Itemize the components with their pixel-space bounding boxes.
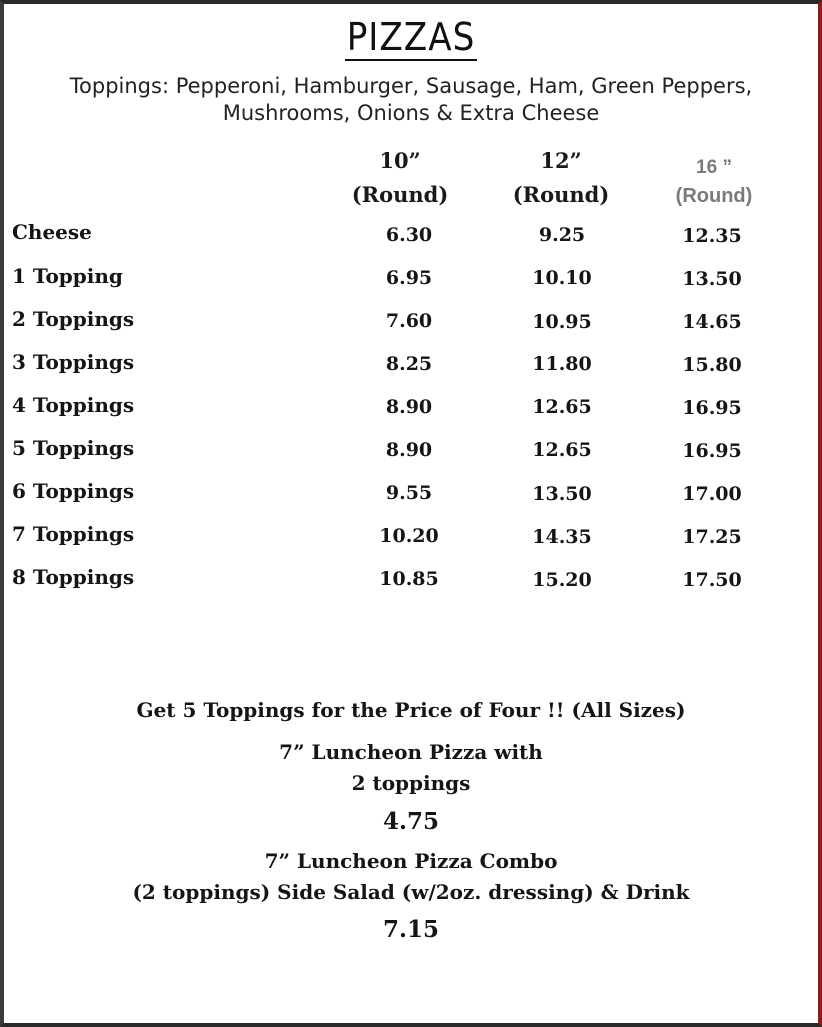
- row-label: 1 Topping: [12, 264, 123, 288]
- column-header-12-inch: [491, 144, 631, 212]
- price-10-inch: 7.60: [385, 310, 433, 332]
- price-10-inch: 6.95: [385, 267, 433, 289]
- price-10-inch: 6.30: [385, 224, 433, 246]
- price-12-inch: 10.95: [532, 311, 592, 333]
- row-label: 3 Toppings: [12, 350, 135, 374]
- price-10-inch: 8.90: [385, 439, 433, 461]
- price-16-inch: 16.95: [682, 397, 742, 419]
- price-12-inch: 12.65: [532, 439, 592, 461]
- price-12-inch: 14.35: [532, 526, 592, 548]
- luncheon-line-2: 2 toppings: [351, 771, 471, 795]
- price-12-inch: 9.25: [538, 224, 586, 246]
- price-10-inch: 10.85: [379, 568, 439, 590]
- menu-title: PIZZAS: [346, 15, 476, 59]
- row-label: 8 Toppings: [12, 565, 135, 589]
- price-10-inch: 8.25: [385, 353, 433, 375]
- toppings-list-line-2: Mushrooms, Onions & Extra Cheese: [222, 101, 600, 125]
- price-12-inch: 12.65: [532, 396, 592, 418]
- price-16-inch: 12.35: [682, 225, 742, 247]
- row-label: 4 Toppings: [12, 393, 135, 417]
- price-16-inch: 13.50: [682, 268, 742, 290]
- price-16-inch: 15.80: [682, 354, 742, 376]
- column-size: 10”: [379, 148, 421, 173]
- price-16-inch: 17.25: [682, 526, 742, 548]
- price-16-inch: 17.00: [682, 483, 742, 505]
- row-label: Cheese: [12, 220, 92, 244]
- price-12-inch: 13.50: [532, 483, 592, 505]
- price-10-inch: 9.55: [385, 482, 433, 504]
- price-10-inch: 10.20: [379, 525, 439, 547]
- price-12-inch: 10.10: [532, 267, 592, 289]
- price-12-inch: 11.80: [532, 353, 592, 375]
- column-shape: (Round): [351, 182, 449, 207]
- price-16-inch: 17.50: [682, 569, 742, 591]
- row-label: 7 Toppings: [12, 522, 135, 546]
- row-label: 6 Toppings: [12, 479, 135, 503]
- column-size: 12”: [540, 148, 582, 173]
- row-label: 2 Toppings: [12, 307, 135, 331]
- row-label: 5 Toppings: [12, 436, 135, 460]
- combo-line-2: (2 toppings) Side Salad (w/2oz. dressing) & Drink: [132, 880, 690, 904]
- column-header-10-inch: [330, 144, 470, 212]
- luncheon-price: 4.75: [382, 808, 440, 835]
- column-shape: (Round): [675, 185, 753, 207]
- column-shape: (Round): [512, 182, 610, 207]
- price-12-inch: 15.20: [532, 569, 592, 591]
- combo-line-1: 7” Luncheon Pizza Combo: [264, 849, 558, 873]
- price-16-inch: 14.65: [682, 311, 742, 333]
- column-size: 16 ”: [696, 157, 732, 178]
- combo-price: 7.15: [382, 916, 440, 943]
- luncheon-line-1: 7” Luncheon Pizza with: [279, 740, 543, 764]
- toppings-list-line-1: Toppings: Pepperoni, Hamburger, Sausage, Ham, Green Peppers,: [69, 74, 753, 98]
- column-header-16-inch: [644, 154, 784, 210]
- promo-text: Get 5 Toppings for the Price of Four !! (All Sizes): [136, 698, 686, 722]
- price-16-inch: 16.95: [682, 440, 742, 462]
- price-10-inch: 8.90: [385, 396, 433, 418]
